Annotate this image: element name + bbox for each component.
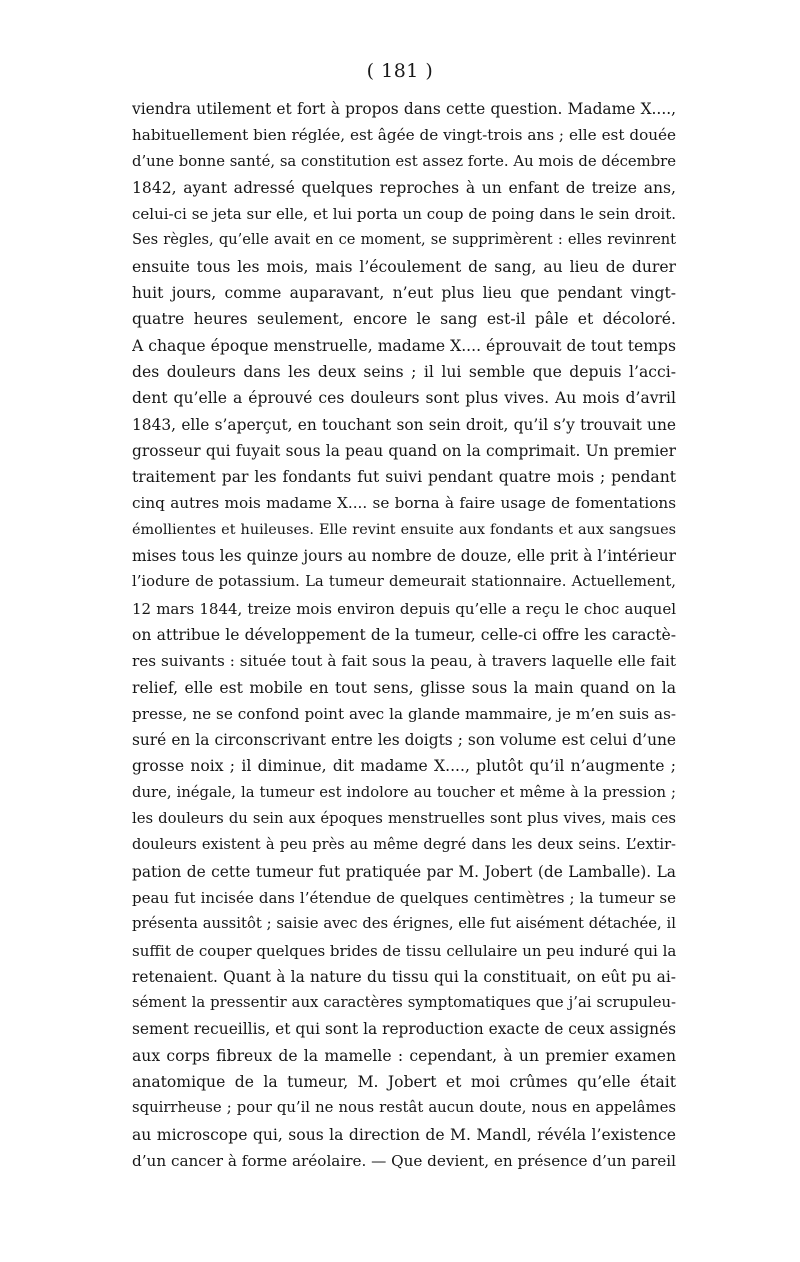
text-line: anatomique de la tumeur, M. Jobert et moi crûmes qu’elle était: [132, 1072, 676, 1091]
text-line: les douleurs du sein aux époques menstruelles sont plus vives, mais ces: [132, 810, 676, 828]
text-line: émollientes et huileuses. Elle revint ensuite aux fondants et aux sangsues: [132, 521, 676, 538]
text-line: huit jours, comme auparavant, n’eut plus lieu que pendant vingt-: [132, 284, 676, 303]
text-line: A chaque époque menstruelle, madame X.... éprouvait de tout temps: [132, 336, 676, 355]
text-line: dure, inégale, la tumeur est indolore au toucher et même à la pression ;: [132, 783, 676, 801]
text-line: habituellement bien réglée, est âgée de vingt-trois ans ; elle est douée: [132, 126, 676, 145]
text-line: presse, ne se confond point avec la glande mammaire, je m’en suis as-: [132, 704, 676, 723]
text-line: 12 mars 1844, treize mois environ depuis qu’elle a reçu le choc auquel: [132, 599, 676, 618]
text-line: quatre heures seulement, encore le sang est-il pâle et décoloré.: [132, 310, 676, 329]
text-line: celui-ci se jeta sur elle, et lui porta un coup de poing dans le sein droit.: [132, 205, 676, 224]
text-line: squirrheuse ; pour qu’il ne nous restât aucun doute, nous en appelâmes: [132, 1099, 676, 1117]
text-line: ensuite tous les mois, mais l’écoulement de sang, au lieu de durer: [132, 257, 676, 276]
text-line: viendra utilement et fort à propos dans cette question. Madame X....,: [132, 100, 676, 118]
text-line: grosseur qui fuyait sous la peau quand on la comprimait. Un premier: [132, 441, 676, 460]
text-line: grosse noix ; il diminue, dit madame X...., plutôt qu’il n’augmente ;: [132, 757, 676, 776]
page-number: ( 181 ): [366, 60, 434, 82]
text-line: aux corps fibreux de la mamelle : cependant, à un premier examen: [132, 1046, 676, 1065]
text-line: 1843, elle s’aperçut, en touchant son sein droit, qu’il s’y trouvait une: [132, 415, 676, 434]
text-line: d’une bonne santé, sa constitution est assez forte. Au mois de décembre: [132, 152, 676, 170]
text-line: res suivants : située tout à fait sous la peau, à travers laquelle elle fait: [132, 652, 676, 671]
text-line: mises tous les quinze jours au nombre de douze, elle prit à l’intérieur: [132, 547, 676, 566]
text-line: Ses règles, qu’elle avait en ce moment, se supprimèrent : elles revinrent: [132, 231, 676, 249]
text-line: des douleurs dans les deux seins ; il lui semble que depuis l’acci-: [132, 362, 676, 381]
text-line: d’un cancer à forme aréolaire. — Que devient, en présence d’un pareil: [132, 1151, 676, 1170]
text-line: traitement par les fondants fut suivi pendant quatre mois ; pendant: [132, 468, 676, 487]
text-line: relief, elle est mobile en tout sens, glisse sous la main quand on la: [132, 678, 676, 697]
text-line: retenaient. Quant à la nature du tissu qui la constituait, on eût pu ai-: [132, 967, 676, 986]
text-line: douleurs existent à peu près au même degré dans les deux seins. L’extir-: [132, 836, 676, 854]
text-line: cinq autres mois madame X.... se borna à faire usage de fomentations: [132, 494, 676, 513]
body-text: [132, 96, 676, 1174]
text-line: suré en la circonscrivant entre les doigts ; son volume est celui d’une: [132, 731, 676, 750]
text-line: l’iodure de potassium. La tumeur demeurait stationnaire. Actuellement,: [132, 573, 676, 591]
text-line: on attribue le développement de la tumeur, celle-ci offre les caractè-: [132, 625, 676, 644]
text-line: suffit de couper quelques brides de tissu cellulaire un peu induré qui la: [132, 941, 676, 960]
text-line: pation de cette tumeur fut pratiquée par M. Jobert (de Lamballe). La: [132, 862, 676, 881]
text-line: 1842, ayant adressé quelques reproches à un enfant de treize ans,: [132, 178, 676, 197]
text-line: peau fut incisée dans l’étendue de quelques centimètres ; la tumeur se: [132, 888, 676, 907]
text-line: sément la pressentir aux caractères symptomatiques que j’ai scrupuleu-: [132, 994, 676, 1012]
text-line: présenta aussitôt ; saisie avec des érignes, elle fut aisément détachée, il: [132, 915, 676, 933]
text-line: sement recueillis, et qui sont la reproduction exacte de ceux assignés: [132, 1020, 676, 1039]
text-line: dent qu’elle a éprouvé ces douleurs sont plus vives. Au mois d’avril: [132, 389, 676, 408]
text-line: au microscope qui, sous la direction de M. Mandl, révéla l’existence: [132, 1125, 676, 1144]
